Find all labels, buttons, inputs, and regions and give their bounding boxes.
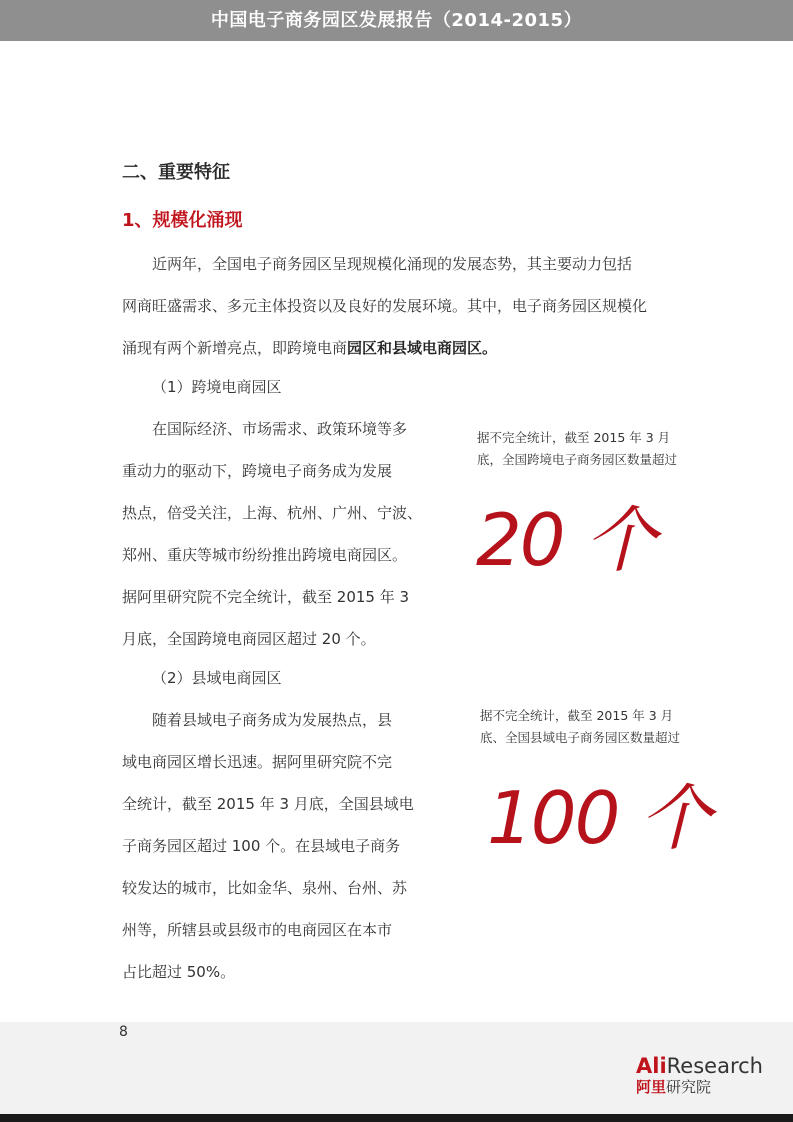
subsection-title: 1、规模化涌现 bbox=[122, 210, 243, 231]
item2-heading: （2）县域电商园区 bbox=[152, 669, 282, 687]
logo-cn-rest: 研究院 bbox=[666, 1078, 712, 1096]
aliresearch-logo bbox=[636, 1055, 776, 1099]
intro-paragraph bbox=[122, 243, 672, 369]
report-header-bar bbox=[0, 0, 793, 41]
item2-line: 较发达的城市，比如金华、泉州、台州、苏 bbox=[122, 879, 408, 897]
logo-ali-text: Ali bbox=[636, 1054, 667, 1078]
item2-paragraph bbox=[122, 699, 422, 993]
intro-line bbox=[122, 327, 672, 369]
item1-line: 在国际经济、市场需求、政策环境等多 bbox=[152, 420, 408, 438]
item2-callout-value: 100 个 bbox=[487, 776, 710, 860]
intro-highlight: 园区和县域电商园区。 bbox=[347, 339, 498, 357]
bottom-bar bbox=[0, 1114, 793, 1122]
item2-line: 占比超过 50%。 bbox=[122, 963, 236, 981]
item2-line: 全统计，截至 2015 年 3 月底，全国县域电 bbox=[122, 795, 414, 813]
item1-paragraph bbox=[122, 408, 422, 660]
logo-cn-brand: 阿里 bbox=[636, 1078, 667, 1096]
item1-line: 重动力的驱动下，跨境电子商务成为发展 bbox=[122, 462, 393, 480]
item1-heading: （1）跨境电商园区 bbox=[152, 378, 282, 396]
item1-line: 郑州、重庆等城市纷纷推出跨境电商园区。 bbox=[122, 546, 408, 564]
item1-callout-value: 20 个 bbox=[476, 498, 655, 582]
logo-chinese bbox=[636, 1077, 776, 1097]
item2-line: 域电商园区增长迅速。据阿里研究院不完 bbox=[122, 753, 393, 771]
item2-line: 州等，所辖县或县级市的电商园区在本市 bbox=[122, 921, 393, 939]
item1-line: 据阿里研究院不完全统计，截至 2015 年 3 bbox=[122, 588, 410, 606]
intro-line: 网商旺盛需求、多元主体投资以及良好的发展环境。其中，电子商务园区规模化 bbox=[122, 297, 648, 315]
item1-callout-note: 据不完全统计，截至 2015 年 3 月底，全国跨境电子商务园区数量超过 bbox=[477, 430, 678, 467]
item2-callout-note: 据不完全统计，截至 2015 年 3 月底、全国县域电子商务园区数量超过 bbox=[480, 708, 681, 745]
intro-line-text: 涌现有两个新增亮点，即跨境电商 bbox=[122, 339, 348, 357]
intro-line: 近两年，全国电子商务园区呈现规模化涌现的发展态势，其主要动力包括 bbox=[152, 255, 633, 273]
item2-line: 随着县域电子商务成为发展热点，县 bbox=[152, 711, 393, 729]
logo-research-text: Research bbox=[666, 1054, 763, 1078]
item1-line: 热点，倍受关注，上海、杭州、广州、宁波、 bbox=[122, 504, 423, 522]
section-title: 二、重要特征 bbox=[122, 162, 230, 183]
page-number: 8 bbox=[119, 1024, 128, 1040]
logo-english bbox=[636, 1055, 776, 1077]
item2-line: 子商务园区超过 100 个。在县域电子商务 bbox=[122, 837, 401, 855]
report-title: 中国电子商务园区发展报告（2014-2015） bbox=[210, 10, 583, 31]
item1-line: 月底，全国跨境电商园区超过 20 个。 bbox=[122, 630, 376, 648]
